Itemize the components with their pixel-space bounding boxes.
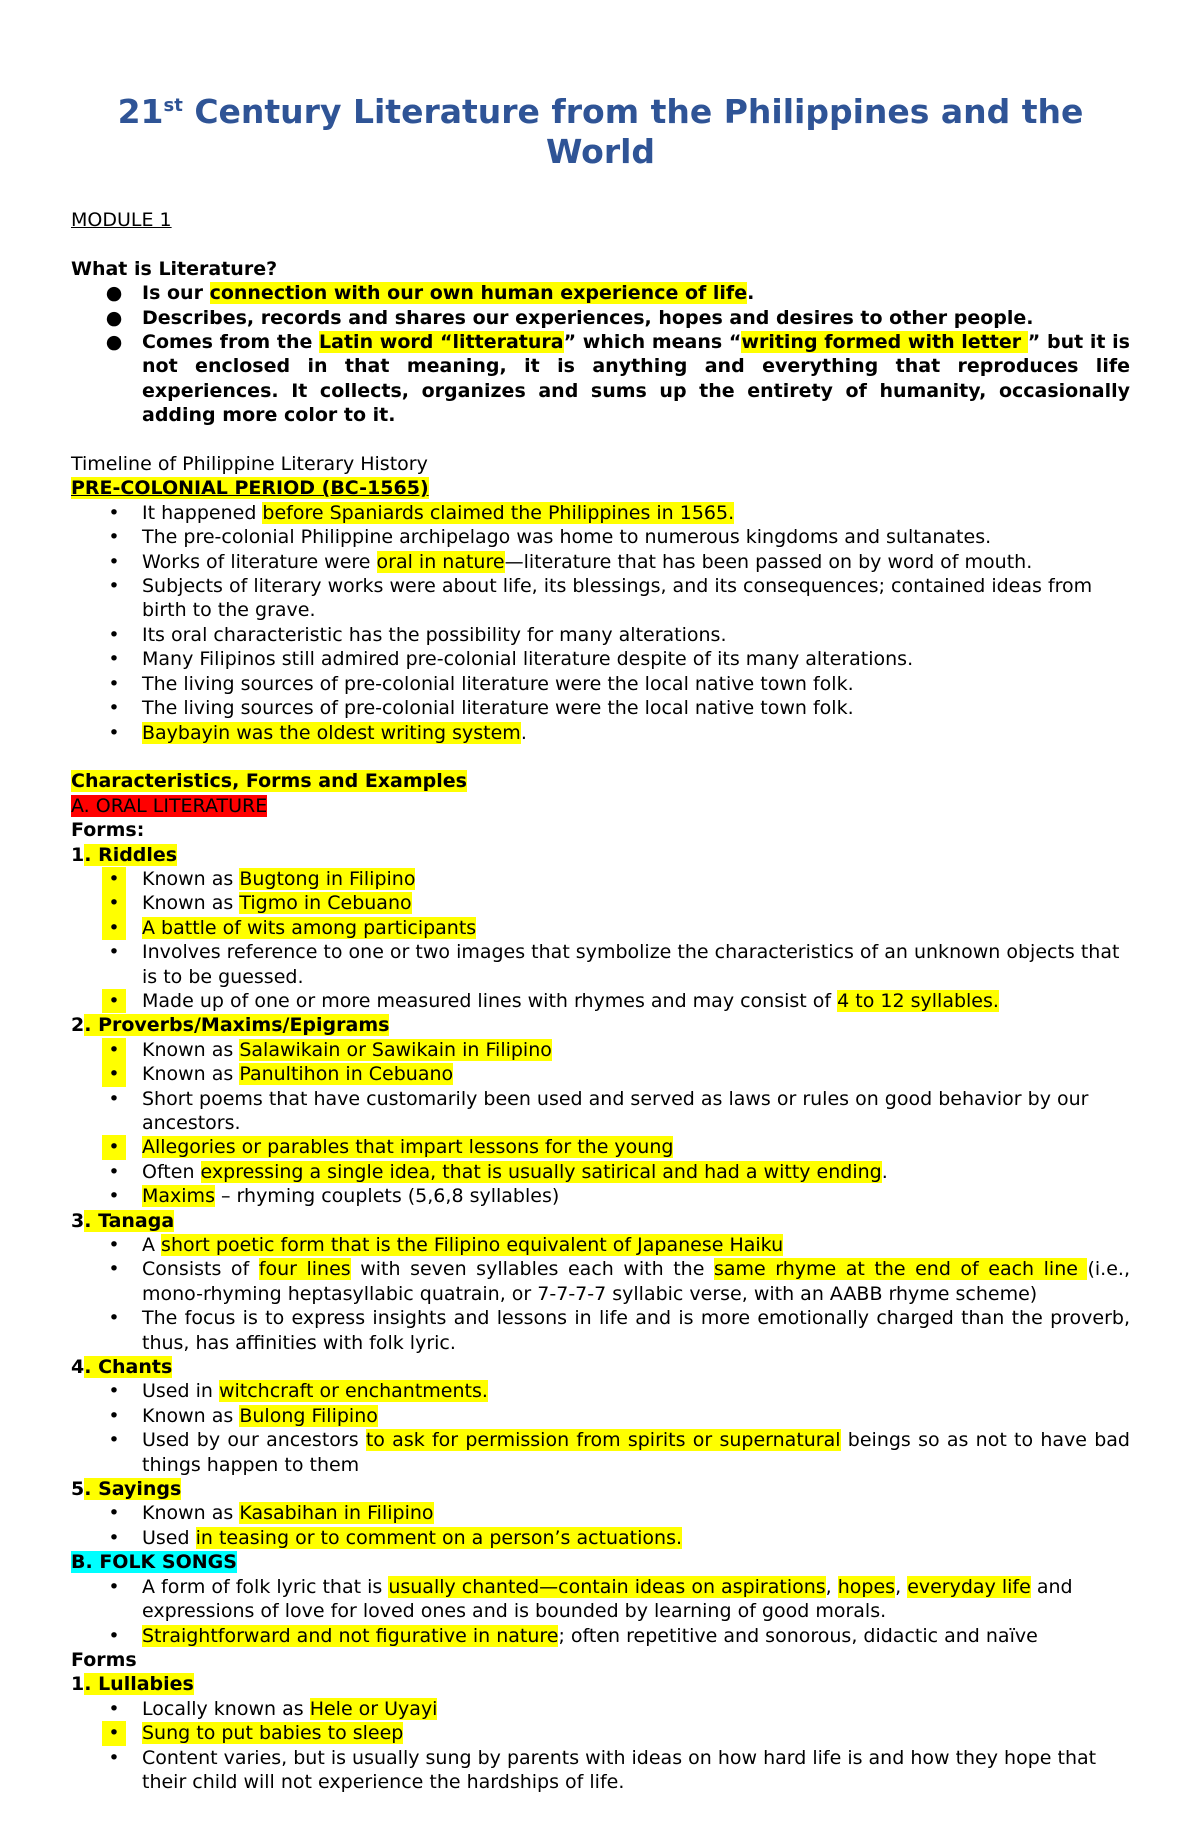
list-item: • Straightforward and not figurative in nature; often repetitive and sonorous, didactic and naïve [71,1624,1130,1648]
list-item: • Consists of four lines with seven syllables each with the same rhyme at the end of each line (i.e., mono-rhyming heptasyllabic quatrain, or 7-7-7-7 syllabic verse, with an AABB rhyme scheme) [71,1257,1130,1306]
bullet-icon: • [108,1502,120,1525]
list-item: • Used in witchcraft or enchantments. [71,1379,1130,1403]
bullet-icon: • [108,1087,120,1110]
chants-heading: 4. Chants [71,1356,173,1379]
bullet-icon: • [108,1429,120,1452]
bullet-icon: • [108,1258,120,1281]
bullet-icon: • [108,1307,120,1330]
oral-literature-heading: A. ORAL LITERATURE [71,794,268,817]
bullet-icon: ● [105,282,123,305]
proverbs-heading: 2. Proverbs/Maxims/Epigrams [71,1014,390,1037]
list-item: • Often expressing a single idea, that is usually satirical and had a witty ending. [71,1160,1130,1184]
sayings-heading: 5. Sayings [71,1478,182,1501]
list-item: • Involves reference to one or two images that symbolize the characteristics of an unknown objects that is to be guessed. [71,940,1130,989]
list-item: • Used in teasing or to comment on a person’s actuations. [71,1526,1130,1550]
list-item: ● Is our connection with our own human experience of life. [105,282,755,305]
list-item: • Allegories or parables that impart lessons for the young [71,1135,1130,1159]
folk-songs-heading: B. FOLK SONGS [71,1551,237,1574]
bullet-icon: • [102,891,126,915]
sayings-list [71,1501,1130,1550]
tanaga-heading: 3. Tanaga [71,1209,175,1232]
characteristics-heading: Characteristics, Forms and Examples [71,770,467,793]
bullet-icon: • [102,867,126,891]
list-item: • Known as Bugtong in Filipino [71,867,1130,891]
list-item: • A short poetic form that is the Filipino equivalent of Japanese Haiku [71,1233,1130,1257]
title-superscript: st [163,95,183,116]
list-item: • Known as Panultihon in Cebuano [71,1062,1130,1086]
precolonial-heading: PRE-COLONIAL PERIOD (BC-1565) [71,477,429,500]
bullet-icon: • [108,550,120,573]
document-title [71,92,1130,172]
list-item: • The pre-colonial Philippine archipelago was home to numerous kingdoms and sultanates. [71,525,1130,549]
bullet-icon: • [108,697,120,720]
folk-songs-list [71,1575,1130,1648]
forms-label: Forms: [71,819,145,842]
list-item: • It happened before Spaniards claimed the Philippines in 1565. [71,501,1130,525]
bullet-icon: • [108,1575,120,1598]
precolonial-list [71,501,1130,745]
tanaga-list [71,1233,1130,1355]
proverbs-list [71,1038,1130,1209]
what-is-literature-heading: What is Literature? [71,257,278,280]
list-item: • Subjects of literary works were about life, its blessings, and its consequences; contained ideas from birth to the grave. [71,574,1130,623]
list-item: • Made up of one or more measured lines with rhymes and may consist of 4 to 12 syllables. [71,989,1130,1013]
bullet-icon: • [108,1380,120,1403]
list-item: • Content varies, but is usually sung by parents with ideas on how hard life is and how they hope that their child will not experience the hardships of life. [71,1746,1130,1795]
bullet-icon: • [108,941,120,964]
bullet-icon: • [108,672,120,695]
title-text: Century Literature from the Philippines and the World [182,92,1084,171]
list-item: • A form of folk lyric that is usually chanted—contain ideas on aspirations, hopes, everyday life and expressions of love for loved ones and is bounded by learning of good morals. [71,1575,1130,1624]
bullet-icon: • [102,1062,126,1086]
bullet-icon: • [102,1038,126,1062]
timeline-heading: Timeline of Philippine Literary History [71,453,428,476]
bullet-icon: • [108,1624,120,1647]
bullet-icon: • [108,1404,120,1427]
title-number: 21 [117,92,164,131]
forms2-label: Forms [71,1648,137,1671]
list-item: • Its oral characteristic has the possibility for many alterations. [71,623,1130,647]
list-item: • Baybayin was the oldest writing system. [71,721,1130,745]
list-item: • Known as Tigmo in Cebuano [71,891,1130,915]
bullet-icon: • [108,501,120,524]
riddles-heading: 1. Riddles [71,843,178,866]
list-item: • Sung to put babies to sleep [71,1721,1130,1745]
bullet-icon: • [108,526,120,549]
list-item: • Many Filipinos still admired pre-colonial literature despite of its many alterations. [71,647,1130,671]
list-item: • The living sources of pre-colonial literature were the local native town folk. [71,696,1130,720]
list-item: • The living sources of pre-colonial literature were the local native town folk. [71,672,1130,696]
list-item: • Locally known as Hele or Uyayi [71,1697,1130,1721]
bullet-icon: • [108,623,120,646]
list-item: • Known as Salawikain or Sawikain in Filipino [71,1038,1130,1062]
bullet-icon: • [108,648,120,671]
bullet-icon: • [108,575,120,598]
list-item: • Short poems that have customarily been used and served as laws or rules on good behavior by our ancestors. [71,1087,1130,1136]
bullet-icon: • [108,721,120,744]
list-item: • Maxims – rhyming couplets (5,6,8 syllables) [71,1184,1130,1208]
bullet-icon: • [102,1135,126,1159]
bullet-icon: • [102,989,126,1013]
bullet-icon: • [108,1185,120,1208]
bullet-icon: • [108,1234,120,1257]
bullet-icon: • [102,916,126,940]
list-item: • Used by our ancestors to ask for permission from spirits or supernatural beings so as not to have bad things happen to them [71,1428,1130,1477]
chants-list [71,1379,1130,1477]
bullet-icon: ● [105,306,123,329]
module-label: MODULE 1 [71,209,172,231]
list-item: ● Describes, records and shares our experiences, hopes and desires to other people. [105,306,1034,329]
what-is-literature-list [71,281,1130,427]
list-item: • The focus is to express insights and lessons in life and is more emotionally charged than the proverb, thus, has affinities with folk lyric. [71,1306,1130,1355]
list-item: • Known as Kasabihan in Filipino [71,1501,1130,1525]
bullet-icon: • [108,1697,120,1720]
list-item: • A battle of wits among participants [71,916,1130,940]
bullet-icon: • [108,1746,120,1769]
lullabies-list [71,1697,1130,1795]
bullet-icon: • [108,1526,120,1549]
list-item: • Works of literature were oral in nature—literature that has been passed on by word of mouth. [71,550,1130,574]
lullabies-heading: 1. Lullabies [71,1673,194,1696]
bullet-icon: ● [105,331,123,354]
riddles-list [71,867,1130,1013]
bullet-icon: • [102,1721,126,1745]
bullet-icon: • [108,1160,120,1183]
list-item: • Known as Bulong Filipino [71,1404,1130,1428]
list-item: ● Comes from the Latin word “litteratura” which means “writing formed with letter ” but it is not enclosed in that meaning, it is anything and everything that reproduces life experiences. It collects, organizes and sums up the entirety of humanity, occasionally adding more color to it. [105,331,1130,427]
